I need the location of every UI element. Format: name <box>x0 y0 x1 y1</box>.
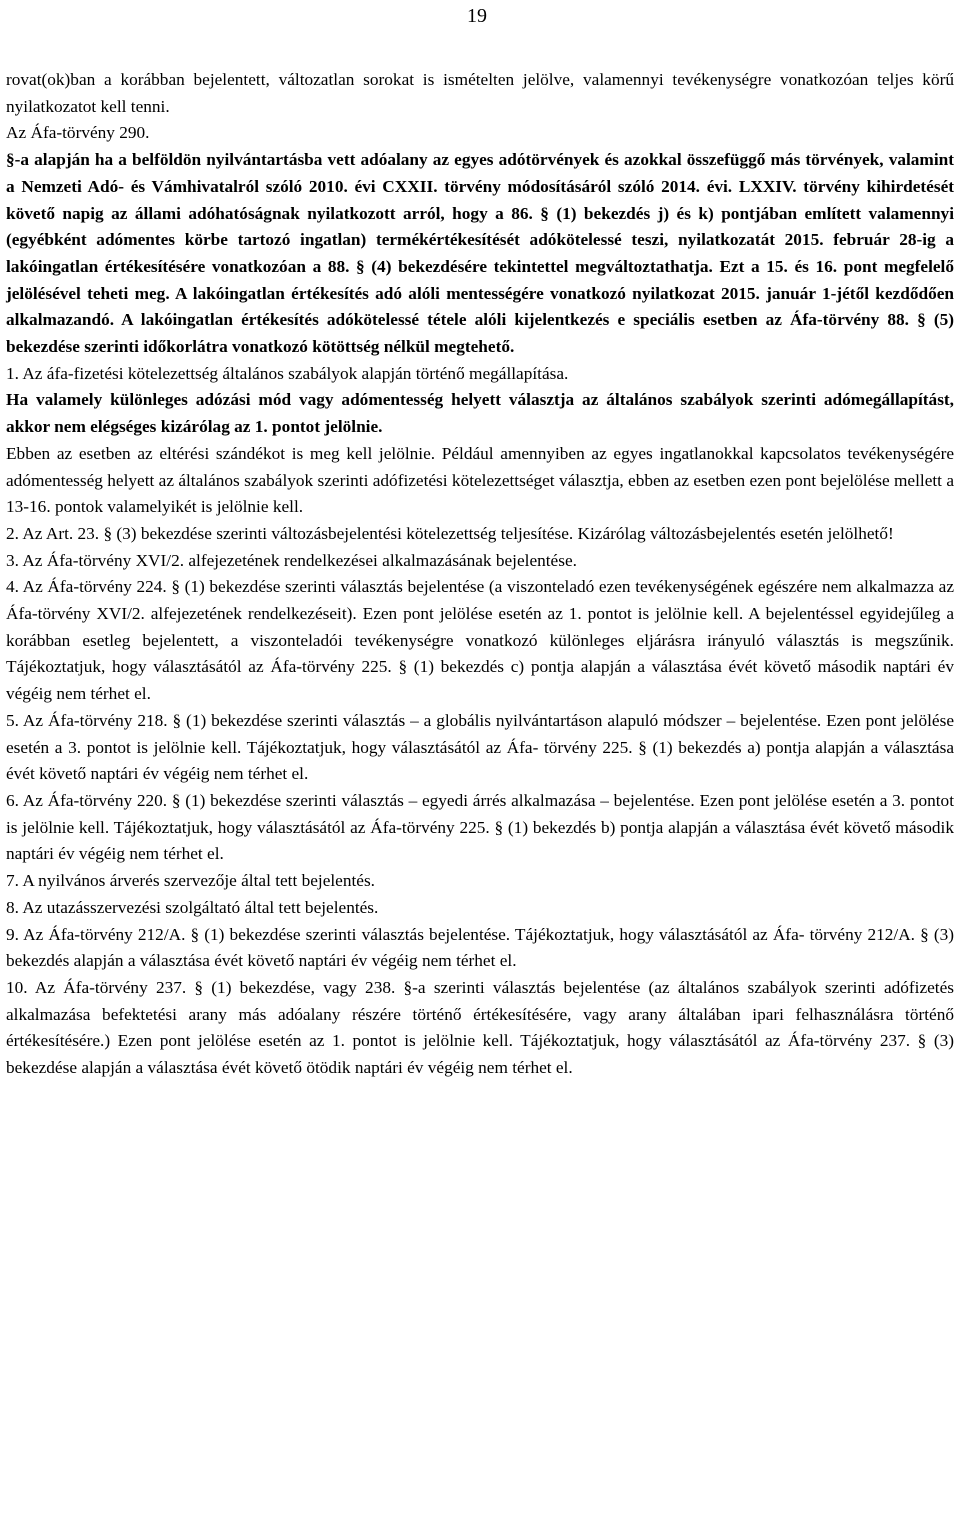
list-item-1: 1. Az áfa-fizetési kötelezettség általános szabályok alapján történő megállapítása. <box>6 363 569 383</box>
document-body <box>6 67 954 1082</box>
paragraph-afa-290: Az Áfa-törvény 290. <box>6 123 150 143</box>
list-item-6: 6. Az Áfa-törvény 220. § (1) bekezdése szerinti választás – egyedi árrés alkalmazása – bejelentése. Ezen pont jelölése esetén a 3. pontot is jelölnie kell. Tájékoztatjuk, hogy választásától az Áfa-törvény 225. § (1) bekezdés b) pontja alapján a választása évét követő második naptári év végéig nem térhet el. <box>6 790 954 864</box>
paragraph-note-bold: Ha valamely különleges adózási mód vagy adómentesség helyett választja az általános szabályok szerinti adómegállapítást, akkor nem elégséges kizárólag az 1. pontot jelölnie. <box>6 390 954 437</box>
paragraph-transitional-rule: §-a alapján ha a belföldön nyilvántartásba vett adóalany az egyes adótörvények és azokkal összefüggő más törvények, valamint a Nemzeti Adó- és Vámhivatalról szóló 2010. évi CXXII. törvény módosításáról szóló 2014. évi. LXXIV. törvény kihirdetését követő napig az állami adóhatóságnak nyilatkozott arról, hogy a 86. § (1) bekezdés j) és k) pontjában említett valamennyi (egyébként adómentes körbe tartozó ingatlan) termékértékesítését adókötelessé teszi, nyilatkozatát 2015. február 28-ig a lakóingatlan értékesítésére vonatkozóan a 88. § (4) bekezdésére tekintettel megváltoztathatja. Ezt a 15. és 16. pont megfelelő jelölésével teheti meg. A lakóingatlan értékesítés adó alóli mentességére vonatkozó nyilatkozat 2015. január 1-jétől kezdődően alkalmazandó. A lakóingatlan értékesítés adókötelessé tétele alóli kijelentkezés e speciális esetben az Áfa-törvény 88. § (5) bekezdése szerinti időkorlátra vonatkozó kötöttség nélkül megtehető. <box>6 150 954 357</box>
list-item-10: 10. Az Áfa-törvény 237. § (1) bekezdése, vagy 238. §-a szerinti választás bejelentése (az általános szabályok szerinti adófizetés alkalmazása befektetési arany más adóalany részére történő értékesítésére, vagy arany általában ipari felhasználásra történő értékesítésére.) Ezen pont jelölése esetén az 1. pontot is jelölnie kell. Tájékoztatjuk, hogy választásától az Áfa-törvény 237. § (3) bekezdése alapján a választása évét követő ötödik naptári év végéig nem térhet el. <box>6 977 954 1078</box>
list-item-9: 9. Az Áfa-törvény 212/A. § (1) bekezdése szerinti választás bejelentése. Tájékoztatjuk, hogy választásától az Áfa- törvény 212/A. § (3) bekezdés alapján a választása évét követő naptári év végéig nem térhet el. <box>6 924 954 971</box>
paragraph-note: Ebben az esetben az eltérési szándékot is meg kell jelölnie. Például amennyiben az egyes ingatlanokkal kapcsolatos tevékenységére adómentesség helyett az általános szabályok szerinti adófizetési kötelezettséget választja, ebben az esetben ezen pont bejelölése mellett a 13-16. pontok valamelyikét is jelölnie kell. <box>6 443 954 517</box>
list-item-3: 3. Az Áfa-törvény XVI/2. alfejezetének rendelkezései alkalmazásának bejelentése. <box>6 550 577 570</box>
list-item-7: 7. A nyilvános árverés szervezője által tett bejelentés. <box>6 871 376 891</box>
list-item-8: 8. Az utazásszervezési szolgáltató által tett bejelentés. <box>6 897 379 917</box>
list-item-2: 2. Az Art. 23. § (3) bekezdése szerinti változásbejelentési kötelezettség teljesítése. Kizárólag változásbejelentés esetén jelölhető! <box>6 523 894 543</box>
page-number: 19 <box>467 5 487 27</box>
list-item-4: 4. Az Áfa-törvény 224. § (1) bekezdése szerinti választás bejelentése (a viszonteladó ezen tevékenységének egészére nem alkalmazza az Áfa-törvény XVI/2. alfejezetének rendelkezéseit). Ezen pont jelölése esetén az 1. pontot is jelölnie kell. A bejelentéssel egyidejűleg a korábban esetleg bejelentett, a viszonteladói tevékenységre vonatkozó különleges eljárásra irányuló választás is megszűnik. Tájékoztatjuk, hogy választásától az Áfa-törvény 225. § (1) bekezdés c) pontja alapján a választása évét követő második naptári év végéig nem térhet el. <box>6 577 954 704</box>
paragraph-intro: rovat(ok)ban a korábban bejelentett, változatlan sorokat is ismételten jelölve, valamennyi tevékenységre vonatkozóan teljes körű nyilatkozatot kell tenni. <box>6 70 954 116</box>
list-item-5: 5. Az Áfa-törvény 218. § (1) bekezdése szerinti választás – a globális nyilvántartáson alapuló módszer – bejelentése. Ezen pont jelölése esetén a 3. pontot is jelölnie kell. Tájékoztatjuk, hogy választásától az Áfa- törvény 225. § (1) bekezdés a) pontja alapján a választása évét követő naptári év végéig nem térhet el. <box>6 710 954 784</box>
